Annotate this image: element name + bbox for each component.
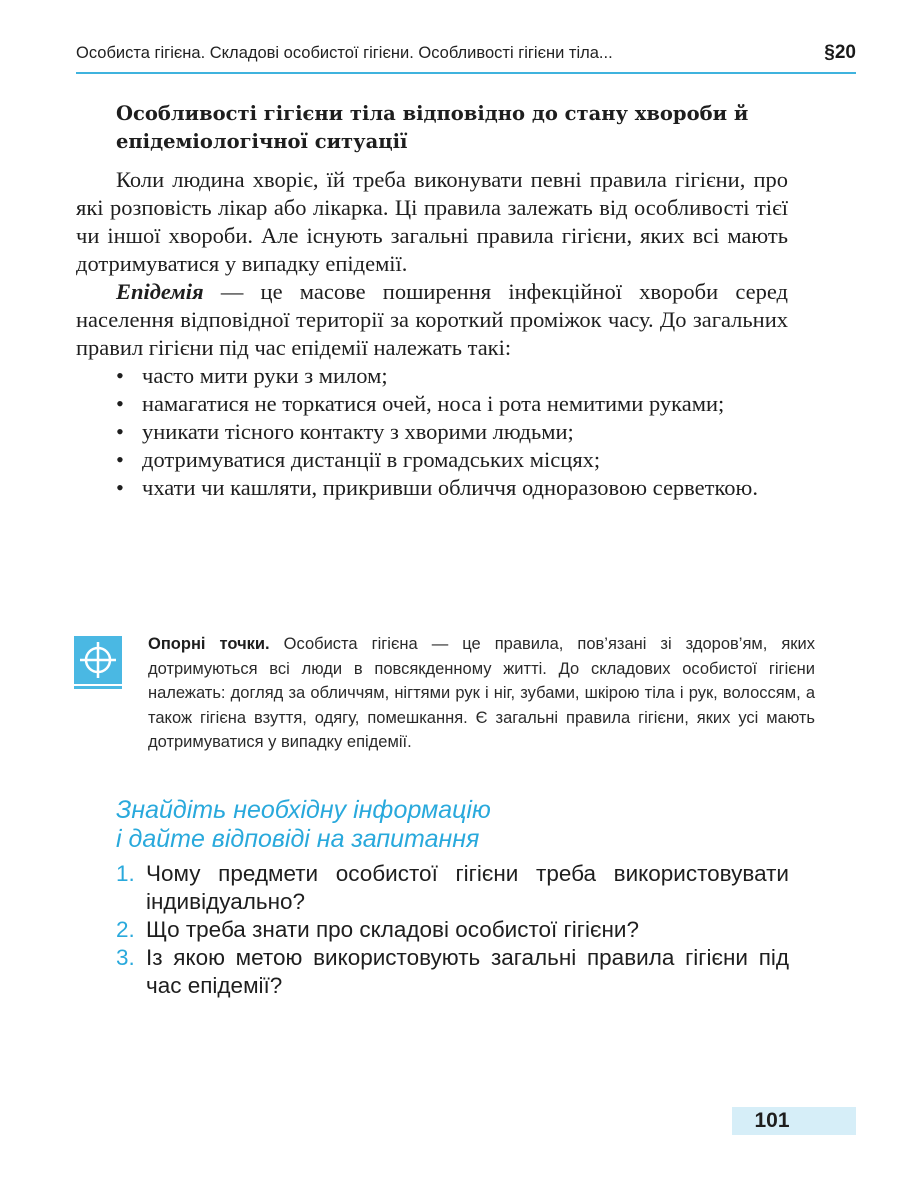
question-text: Чому предмети особистої гігієни треба використовувати індивідуально? (146, 861, 789, 914)
bullet-icon: • (116, 419, 124, 444)
bullet-icon: • (116, 447, 124, 472)
running-title: Особиста гігієна. Складові особистої гігієни. Особливості гігієни тіла... (76, 44, 613, 62)
bullet-icon: • (116, 363, 124, 388)
page-number: 101 (754, 1109, 790, 1132)
term-epidemic: Епідемія (116, 279, 204, 304)
paragraph-intro: Коли людина хворіє, їй треба виконувати певні правила гігієни, про які розповість лікар або лікарка. Ці правила залежать від особливості тієї чи іншої хвороби. Але існують загальні правила гігієни, яких всі мають дотримуватися у випадку епідемії. (76, 167, 788, 276)
paragraph-epidemic (76, 278, 788, 362)
question-item (116, 944, 789, 1000)
question-text: Що треба знати про складові особистої гігієни? (146, 917, 639, 942)
list-item: • часто мити руки з милом; (116, 363, 388, 388)
header-rule (76, 72, 856, 74)
questions-list (116, 860, 789, 1000)
bullet-icon: • (116, 475, 124, 500)
task-heading-line1: Знайдіть необхідну інформацію (116, 796, 491, 824)
support-points-label: Опорні точки. (148, 635, 270, 653)
section-heading: Особливості гігієни тіла відповідно до стану хвороби й епідеміологічної ситуації (116, 102, 749, 153)
section-number: §20 (824, 42, 856, 63)
question-item (116, 860, 789, 916)
main-text (76, 166, 788, 502)
bullet-icon: • (116, 391, 124, 416)
support-points-text (148, 632, 815, 755)
list-item: • дотримуватися дистанції в громадських місцях; (116, 447, 601, 472)
question-text: Із якою метою використовують загальні правила гігієни під час епідемії? (146, 945, 789, 998)
list-item: • чхати чи кашляти, прикривши обличчя одноразовою серветкою. (116, 475, 758, 500)
hygiene-rules-list (76, 362, 788, 502)
question-number: 1. (116, 861, 135, 886)
icon-underline (74, 686, 122, 689)
support-points-body: Особиста гігієна — це правила, пов’язані зі здоров’ям, яких дотримуються всі люди в повсякденному житті. До складових особистої гігієни належать: догляд за обличчям, нігтями рук і ніг, зубами, шкірою тіла і рук, волоссям, а також гігієна взуття, одягу, помешкання. Є загальні правила гігієни, яких усі мають дотримуватися у випадку епідемії. (148, 635, 815, 751)
question-number: 2. (116, 917, 135, 942)
page-number-band (732, 1107, 856, 1135)
list-item: • намагатися не торкатися очей, носа і рота немитими руками; (116, 391, 725, 416)
epidemic-definition: — це масове поширення інфекційної хвороби серед населення відповідної території за короткий проміжок часу. До загальних правил гігієни під час епідемії належать такі: (76, 279, 788, 360)
list-item: • уникати тісного контакту з хворими людьми; (116, 419, 574, 444)
task-heading (116, 796, 816, 854)
target-crosshair-icon (74, 636, 122, 684)
question-item (116, 916, 789, 944)
running-header (76, 44, 856, 63)
question-number: 3. (116, 945, 135, 970)
task-heading-line2: і дайте відповіді на запитання (116, 825, 480, 853)
